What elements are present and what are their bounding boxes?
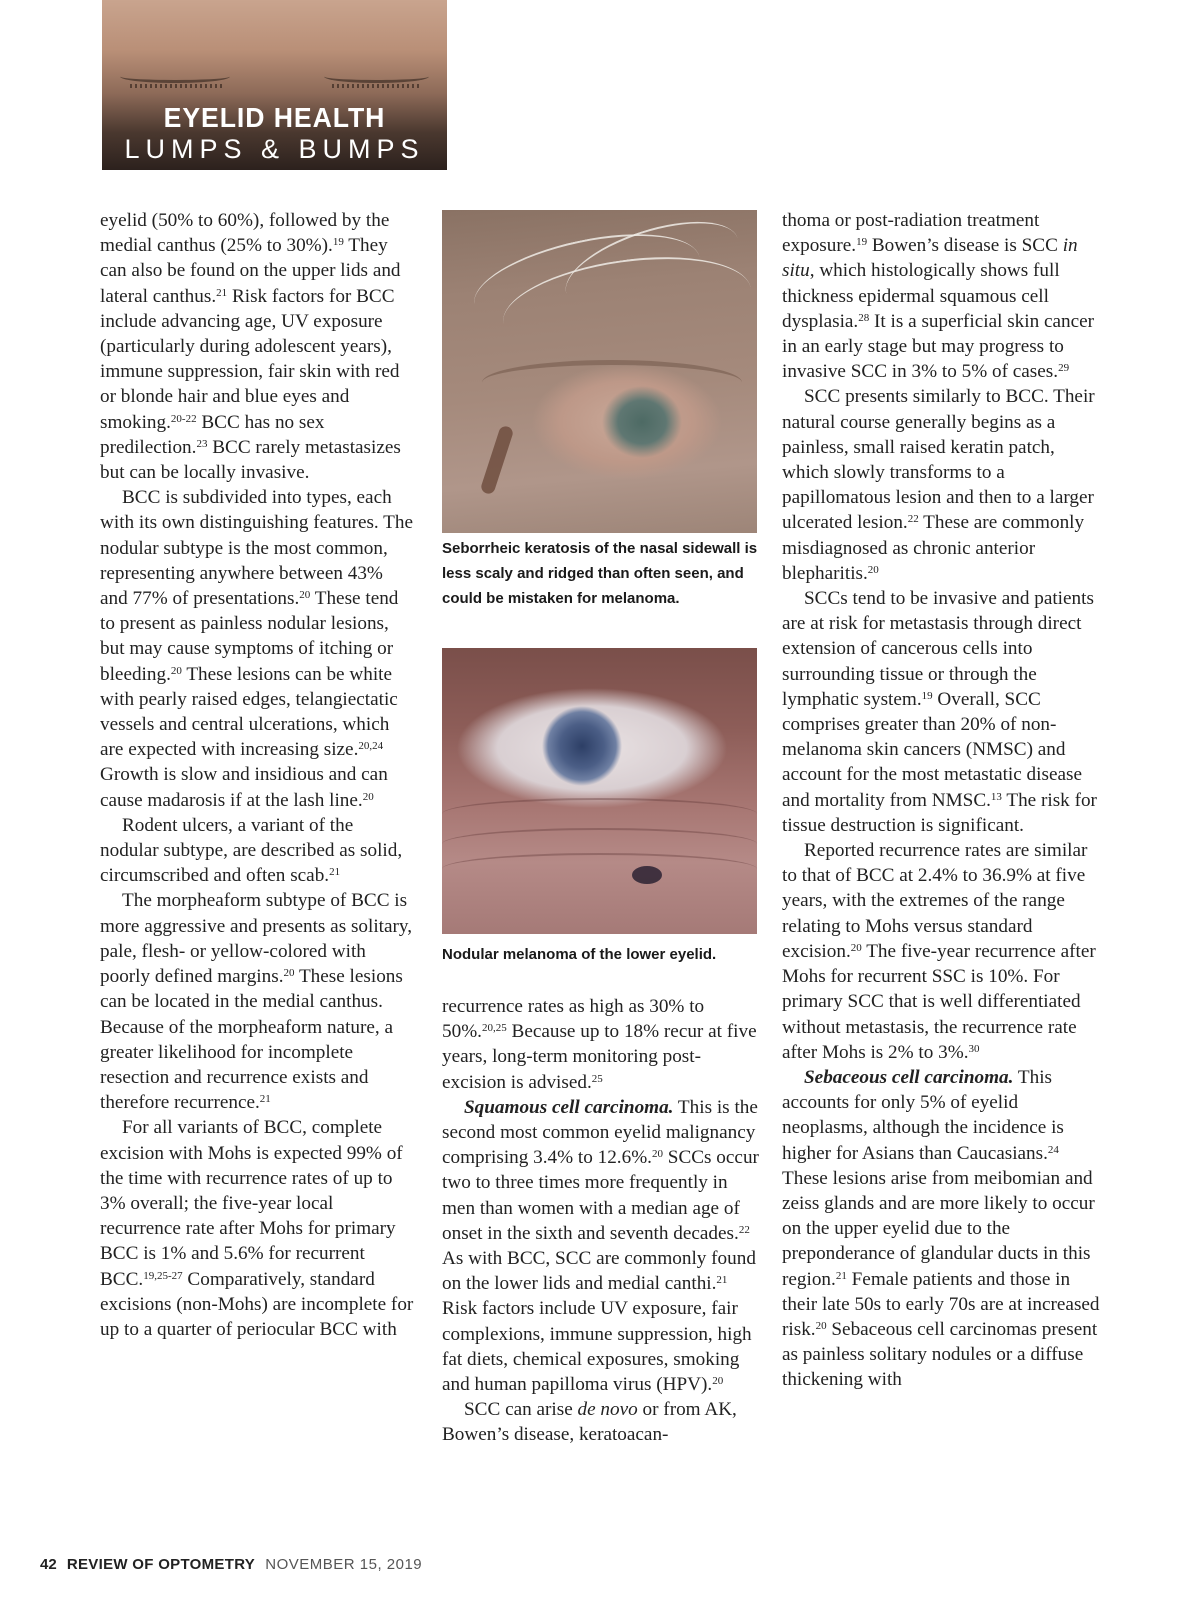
melanoma-lesion bbox=[632, 866, 662, 884]
figure-caption-2: Nodular melanoma of the lower eyelid. bbox=[442, 946, 717, 963]
nodular-melanoma-photo bbox=[442, 648, 757, 934]
section-subtitle: LUMPS & BUMPS bbox=[124, 134, 425, 164]
paragraph: eyelid (50% to 60%), followed by the medial canthus (25% to 30%).$^{19}$ They can also be found on the upper lids and lateral canthus.$^{21}$ Risk factors for BCC include advancing age, UV exposure (particularly during adolescent years), immune suppression, fair skin with red or blonde hair and blue eyes and smoking.$^{20-22}$ BCC has no sex predilection.$^{23}$ BCC rarely metastasizes but can be locally invasive. bbox=[100, 210, 401, 484]
text-column-2 bbox=[442, 994, 760, 1448]
closed-eye-left bbox=[120, 70, 230, 83]
paragraph: SCC presents similarly to BCC. Their natural course generally begins as a painless, small raised keratin patch, which slowly transforms to a papillomatous lesion and then to a larger ulcerated lesion.$^{22}$ These are commonly misdiagnosed as chronic anterior blepharitis.$^{20}$ bbox=[782, 386, 1095, 584]
paragraph: Reported recurrence rates are similar to that of BCC at 2.4% to 36.9% at five years, with the extremes of the range relating to Mohs versus standard excision.$^{20}$ The five-year recurrence after Mohs for recurrent SSC is 10%. For primary SCC that is well differentiated without metastasis, the recurrence rate after Mohs is 2% to 3%.$^{30}$ bbox=[782, 840, 1096, 1063]
paragraph: SCCs tend to be invasive and patients are at risk for metastasis through direct extension of cancerous cells into surrounding tissue or through the lymphatic system.$^{19}$ Overall, SCC comprises greater than 20% of non-melanoma skin cancers (NMSC) and account for the most metastatic disease and mortality from NMSC.$^{13}$ The risk for tissue destruction is significant. bbox=[782, 588, 1097, 836]
paragraph: Squamous cell carcinoma. This is the second most common eyelid malignancy comprising 3.4% to 12.6%.$^{20}$ SCCs occur two to three times more frequently in men than women with a median age of onset in the sixth and seventh decades.$^{22}$ As with BCC, SCC are commonly found on the lower lids and medial canthi.$^{21}$ Risk factors include UV exposure, fair complexions, immune suppression, high fat diets, chemical exposures, smoking and human papilloma virus (HPV).$^{20}$ bbox=[442, 1096, 759, 1396]
subheading-sebaceous: Sebaceous cell carcinoma. bbox=[804, 1066, 1014, 1088]
page-footer bbox=[40, 1556, 422, 1573]
paragraph: For all variants of BCC, complete excision with Mohs is expected 99% of the time with recurrence rates of up to 3% overall; the five-year local recurrence rate after Mohs for primary BCC is 1% and 5.6% for recurrent BCC.$^{19,25-27}$ Comparatively, standard excisions (non-Mohs) are incomplete for up to a quarter of periocular BCC with bbox=[100, 1117, 414, 1340]
seborrheic-keratosis-photo bbox=[442, 210, 757, 533]
paragraph: recurrence rates as high as 30% to 50%.$^{20,25}$ Because up to 18% recur at five years, long-term monitoring post-excision is advised.$^{25}$ bbox=[442, 996, 757, 1093]
figure-caption-1: Seborrheic keratosis of the nasal sidewall is less scaly and ridged than often seen, and could be mistaken for melanoma. bbox=[442, 540, 758, 607]
keratosis-lesion bbox=[480, 425, 515, 496]
text-column-3 bbox=[782, 208, 1102, 1393]
section-title: EYELID HEALTH bbox=[163, 102, 386, 133]
magazine-name: REVIEW OF OPTOMETRY bbox=[66, 1556, 256, 1573]
paragraph: Sebaceous cell carcinoma. This accounts for only 5% of eyelid neoplasms, although the incidence is higher for Asians than Caucasians.$^{24}$ These lesions arise from meibomian and zeiss glands and are more likely to occur on the upper eyelid due to the preponderance of glandular ducts in this region.$^{21}$ Female patients and those in their late 50s to early 70s are at increased risk.$^{20}$ Sebaceous cell carcinomas present as painless solitary nodules or a diffuse thickening with bbox=[782, 1066, 1100, 1391]
paragraph: The morpheaform subtype of BCC is more aggressive and presents as solitary, pale, flesh- or yellow-colored with poorly defined margins.$^{20}$ These lesions can be located in the medial canthus. Because of the morpheaform nature, a greater likelihood for incomplete resection and recurrence exists and therefore recurrence.$^{21}$ bbox=[100, 890, 413, 1114]
paragraph: SCC can arise de novo or from AK, Bowen’s disease, keratoacan- bbox=[442, 1399, 737, 1446]
upper-eyelid-crease bbox=[482, 360, 742, 405]
eyelash-left bbox=[130, 84, 222, 88]
text-column-1 bbox=[100, 208, 415, 1342]
issue-date: NOVEMBER 15, 2019 bbox=[265, 1556, 423, 1573]
lower-lid-fold bbox=[442, 798, 757, 830]
header-banner bbox=[102, 0, 447, 170]
paragraph: thoma or post-radiation treatment exposure.$^{19}$ Bowen’s disease is SCC in situ, which histologically shows full thickness epidermal squamous cell dysplasia.$^{28}$ It is a superficial skin cancer in an early stage but may progress to invasive SCC in 3% to 5% of cases.$^{29}$ bbox=[782, 210, 1095, 383]
subheading-squamous: Squamous cell carcinoma. bbox=[464, 1096, 674, 1118]
lower-lid-fold bbox=[442, 853, 757, 885]
eyelash-right bbox=[332, 84, 422, 88]
page-number: 42 bbox=[40, 1556, 57, 1573]
paragraph: BCC is subdivided into types, each with its own distinguishing features. The nodular subtype is the most common, representing anywhere between 43% and 77% of presentations.$^{20}$ These tend to present as painless nodular lesions, but may cause symptoms of itching or bleeding.$^{20}$ These lesions can be white with pearly raised edges, telangiectatic vessels and central ulcerations, which are expected with increasing size.$^{20,24}$ Growth is slow and insidious and can cause madarosis if at the lash line.$^{20}$ bbox=[100, 487, 414, 811]
closed-eye-right bbox=[324, 70, 429, 83]
paragraph: Rodent ulcers, a variant of the nodular subtype, are described as solid, circumscribed and often scab.$^{21}$ bbox=[100, 814, 403, 887]
